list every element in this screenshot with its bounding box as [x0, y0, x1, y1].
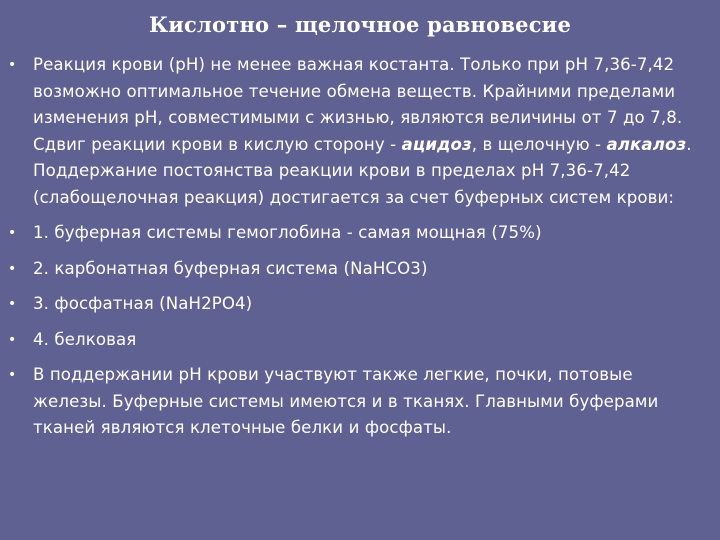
bullet-dot-icon: • — [8, 57, 17, 73]
term-acidosis: ацидоз — [401, 134, 472, 154]
bullet-item-hemoglobin — [6, 220, 706, 247]
bullet-dot-icon: • — [8, 225, 17, 241]
bullet-text: 4. белковая — [33, 329, 137, 349]
bullet-text: В поддержании рН крови участвуют также легкие, почки, потовые железы. Буферные системы имеются и в тканях. Главными буферами тканей являются клеточные белки и фосфаты. — [33, 365, 659, 437]
bullet-text: 1. буферная системы гемоглобина - самая мощная (75%) — [33, 223, 542, 242]
bullet-item-organs — [6, 362, 706, 442]
bullet-list — [6, 52, 706, 442]
bullet-text: 2. карбонатная буферная система (NaHCO3) — [33, 258, 428, 278]
bullet-item-phosphate — [6, 291, 706, 318]
bullet-text: , в щелочную - — [471, 134, 607, 154]
bullet-text: Реакция крови (рН) не менее важная костанта. Только при рН 7,36-7,42 возможно оптимальное течение обмена веществ. Крайними пределами изменения рН, совместимыми с жизнью, являются величины от 7 до 7,8. Сдвиг реакции крови в кислую сторону - — [33, 55, 683, 154]
bullet-text: 3. фосфатная (NaH2PO4) — [33, 294, 253, 313]
bullet-dot-icon: • — [8, 296, 17, 312]
bullet-item-carbonate — [6, 256, 706, 283]
bullet-text: . Поддержание постоянства реакции крови в пределах рН 7,36-7,42 (слабощелочная реакция) достигается за счет буферных систем крови: — [33, 134, 692, 207]
bullet-item-protein — [6, 327, 706, 354]
bullet-dot-icon: • — [8, 367, 17, 383]
slide-title: Кислотно – щелочное равновесие — [148, 12, 572, 37]
term-alkalosis: алкалоз — [606, 134, 687, 154]
bullet-item-ph-reaction — [6, 52, 706, 211]
bullet-dot-icon: • — [8, 331, 17, 348]
bullet-dot-icon: • — [8, 260, 17, 277]
